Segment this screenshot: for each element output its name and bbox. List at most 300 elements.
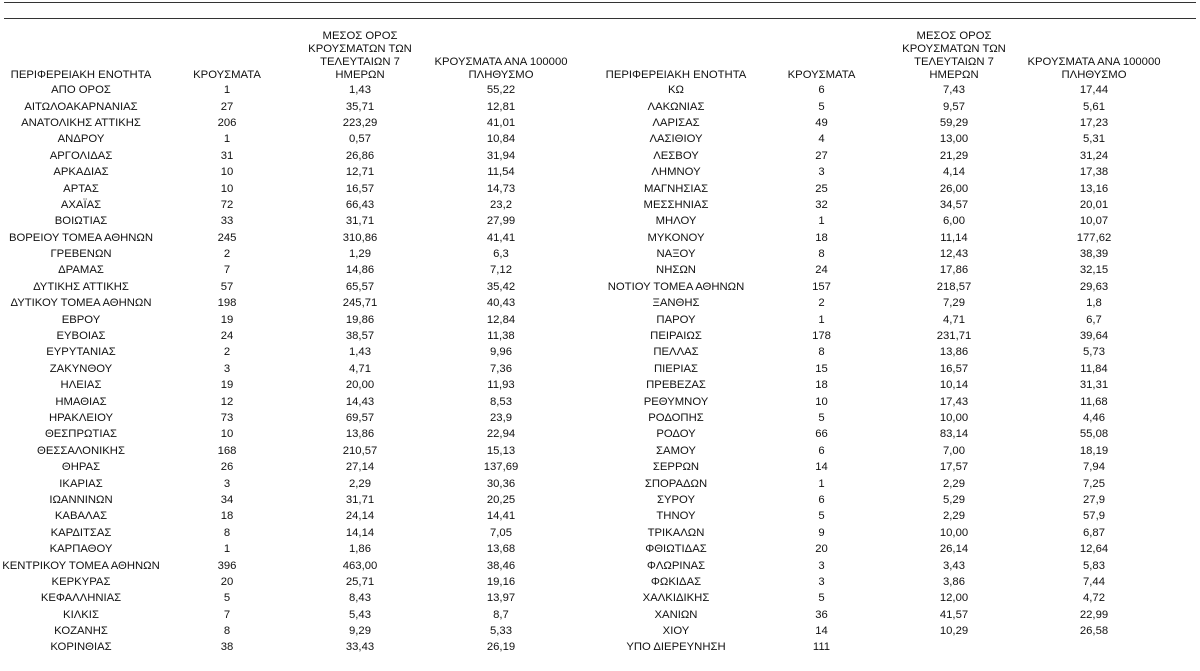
table-row [2,344,576,360]
cell-per100k: 15,13 [486,444,516,457]
cell-avg7: 5,43 [349,608,371,621]
cell-avg7: 0,57 [349,133,371,146]
table-row [598,262,1169,278]
table-row [2,475,576,491]
cell-per100k: 20,25 [486,493,516,506]
cell-avg7: 7,29 [943,297,965,310]
cell-region: ΗΛΕΙΑΣ [60,379,102,392]
table-row [598,148,1169,164]
table-row [2,557,576,573]
table-row [598,98,1169,114]
cell-per100k: 17,44 [1079,84,1109,97]
cell-avg7: 2,29 [943,510,965,523]
cell-cases: 5 [818,412,825,424]
table-row [598,115,1169,131]
cell-avg7: 65,57 [345,280,375,293]
table-row [2,443,576,459]
cell-per100k: 137,69 [483,461,519,474]
cell-avg7: 26,14 [939,543,969,556]
cell-cases: 3 [818,559,825,572]
table-row [2,492,576,508]
cell-per100k: 5,83 [1083,559,1105,572]
cell-region: ΙΚΑΡΙΑΣ [59,477,103,490]
cell-per100k: 11,93 [487,379,515,392]
table-row [598,623,1169,639]
cell-cases: 18 [815,379,828,392]
table-row [2,590,576,606]
cell-cases: 72 [220,198,234,211]
cell-avg7: 9,29 [349,625,371,638]
cell-region: ΚΟΡΙΝΘΙΑΣ [50,641,112,654]
cell-avg7: 14,43 [345,395,375,408]
table-row [2,410,576,426]
cell-cases: 6 [818,493,825,506]
cell-cases: 12 [220,395,234,408]
cell-cases: 9 [818,526,825,539]
cell-per100k: 17,38 [1079,166,1109,179]
cell-cases: 3 [818,166,825,179]
cell-cases: 111 [812,641,831,654]
table-row [2,377,576,393]
table-row [2,525,576,541]
col-header-region: ΠΕΡΙΦΕΡΕΙΑΚΗ ΕΝΟΤΗΤΑ [10,69,152,81]
cell-cases: 49 [815,116,828,129]
table-row [598,311,1169,327]
cell-region: ΜΕΣΣΗΝΙΑΣ [643,198,709,211]
table-body-right [598,82,1169,656]
cell-per100k: 22,99 [1079,608,1109,621]
table-row [598,393,1169,409]
table-row [2,164,576,180]
cell-avg7: 26,00 [939,182,969,195]
cell-avg7: 1,86 [349,543,371,556]
cell-cases: 1 [223,543,231,556]
cell-cases: 31 [220,149,234,162]
cell-per100k: 13,97 [486,592,516,605]
cell-region: ΦΩΚΙΔΑΣ [650,575,702,588]
cell-region: ΚΑΡΔΙΤΣΑΣ [50,526,112,539]
cell-region: ΔΥΤΙΚΟΥ ΤΟΜΕΑ ΑΘΗΝΩΝ [10,297,152,310]
cell-per100k: 13,16 [1079,182,1109,195]
cell-cases: 1 [818,313,825,326]
col-header-cases: ΚΡΟΥΣΜΑΤΑ [193,69,261,81]
table-row [598,213,1169,229]
cell-region: ΠΑΡΟΥ [656,313,696,326]
cell-cases: 10 [220,166,234,179]
cell-per100k: 27,9 [1083,493,1105,506]
cell-cases: 38 [220,641,234,654]
cell-avg7: 27,14 [345,461,375,474]
table-row [598,246,1169,262]
cell-region: ΕΒΡΟΥ [61,313,101,326]
cell-region: ΛΑΣΙΘΙΟΥ [649,133,703,146]
cell-region: ΚΕΦΑΛΛΗΝΙΑΣ [40,592,122,605]
cell-avg7: 310,86 [342,231,378,244]
cell-per100k: 1,8 [1086,297,1102,310]
cell-cases: 2 [223,346,231,359]
table-row [2,230,576,246]
cell-avg7: 10,00 [939,526,969,539]
cell-avg7: 20,00 [345,379,375,392]
cell-region: ΖΑΚΥΝΘΟΥ [49,362,113,375]
cases-table-right [598,30,1169,656]
cell-cases: 24 [815,264,828,277]
cell-region: ΜΗΛΟΥ [655,215,697,228]
table-row [598,557,1169,573]
cell-cases: 10 [815,395,828,408]
cell-per100k: 55,22 [486,84,516,97]
cell-per100k: 32,15 [1079,264,1109,277]
cell-region: ΣΕΡΡΩΝ [652,461,700,474]
table-row [598,607,1169,623]
table-row [598,344,1169,360]
cell-per100k: 5,73 [1083,346,1105,359]
cell-cases: 5 [818,592,825,605]
cell-avg7: 13,00 [939,133,969,146]
cell-cases: 36 [815,608,828,621]
cell-avg7: 16,57 [345,182,375,195]
cell-cases: 15 [815,362,828,375]
cell-region: ΒΟΡΕΙΟΥ ΤΟΜΕΑ ΑΘΗΝΩΝ [8,231,154,244]
cell-cases: 206 [217,116,237,129]
cell-region: ΙΩΑΝΝΙΝΩΝ [49,493,113,506]
cell-per100k: 31,24 [1079,149,1109,162]
cell-cases: 19 [220,313,234,326]
table-row [2,328,576,344]
cell-region: ΚΟΖΑΝΗΣ [54,625,108,638]
cell-avg7: 66,43 [345,198,375,211]
cell-per100k: 31,94 [486,149,516,162]
table-row [598,426,1169,442]
cell-avg7: 17,57 [939,461,969,474]
cell-cases: 73 [220,412,234,424]
table-row [2,426,576,442]
col-header-per100k: ΚΡΟΥΣΜΑΤΑ ΑΝΑ 100000 ΠΛΗΘΥΣΜΟ [434,56,568,81]
cell-per100k: 23,9 [490,412,512,424]
cell-per100k: 7,05 [490,526,512,539]
cell-avg7: 8,43 [349,592,371,605]
cell-region: ΑΠΟ ΟΡΟΣ [51,84,111,97]
cell-cases: 1 [223,133,231,146]
cell-avg7: 11,14 [940,231,968,244]
cell-region: ΒΟΙΩΤΙΑΣ [54,215,108,228]
cell-region: ΑΡΚΑΔΙΑΣ [53,166,109,179]
cell-cases: 32 [815,198,828,211]
cell-per100k: 7,44 [1083,575,1105,588]
cell-cases: 1 [223,84,231,97]
cell-avg7: 4,14 [943,166,965,179]
cell-avg7: 12,43 [939,248,969,261]
cell-region: ΤΡΙΚΑΛΩΝ [647,526,705,539]
cell-cases: 396 [217,559,237,572]
table-row [598,492,1169,508]
cell-per100k: 31,31 [1079,379,1109,392]
table-row [598,525,1169,541]
cell-cases: 3 [223,362,231,375]
cell-region: ΛΕΣΒΟΥ [653,149,699,162]
cell-region: ΛΑΡΙΣΑΣ [652,116,700,129]
cell-avg7: 10,14 [939,379,969,392]
cell-cases: 34 [220,493,234,506]
cell-avg7: 24,14 [345,510,375,523]
cell-per100k: 41,41 [486,231,516,244]
cell-region: ΧΑΝΙΩΝ [654,608,698,621]
table-row [2,623,576,639]
cell-avg7: 83,14 [939,428,969,441]
cell-region: ΦΘΙΩΤΙΔΑΣ [645,543,707,556]
table-row [2,361,576,377]
table-row [2,607,576,623]
cell-per100k: 17,23 [1079,116,1109,129]
cell-region: ΜΥΚΟΝΟΥ [647,231,705,244]
cell-region: ΧΑΛΚΙΔΙΚΗΣ [642,592,710,605]
cell-avg7: 31,71 [345,215,375,228]
cell-per100k: 11,68 [1080,395,1108,408]
cases-table-left [2,30,576,656]
table-row [2,541,576,557]
cell-region: ΘΗΡΑΣ [61,461,101,474]
cell-per100k: 55,08 [1079,428,1109,441]
cell-cases: 4 [818,133,825,146]
cell-per100k: 13,68 [486,543,516,556]
cell-avg7: 2,29 [943,477,965,490]
table-row [598,131,1169,147]
cell-avg7: 245,71 [342,297,378,310]
cell-region: ΝΟΤΙΟΥ ΤΟΜΕΑ ΑΘΗΝΩΝ [607,280,745,293]
cell-avg7: 231,71 [936,330,972,343]
cell-per100k: 10,07 [1079,215,1109,228]
table-row [2,115,576,131]
cell-region: ΠΡΕΒΕΖΑΣ [646,379,706,392]
cell-cases: 1 [818,477,825,490]
cell-region: ΔΡΑΜΑΣ [58,264,104,277]
cell-region: ΡΟΔΟΥ [656,428,696,441]
table-row [2,279,576,295]
cell-region: ΜΑΓΝΗΣΙΑΣ [643,182,709,195]
cell-avg7: 13,86 [345,428,375,441]
cell-per100k: 5,33 [490,625,512,638]
cell-avg7: 1,29 [349,248,371,261]
cell-region: ΣΠΟΡΑΔΩΝ [644,477,708,490]
cell-cases: 18 [815,231,828,244]
cell-cases: 20 [220,575,234,588]
cell-avg7: 7,00 [943,444,965,457]
cell-region: ΡΟΔΟΠΗΣ [648,412,704,424]
table-row [598,541,1169,557]
cell-avg7: 210,57 [342,444,378,457]
cell-region: ΠΕΛΛΑΣ [653,346,699,359]
table-row [2,459,576,475]
cell-avg7: 3,86 [943,575,965,588]
cell-per100k: 26,19 [486,641,516,654]
cell-per100k: 11,54 [487,166,515,179]
cell-region: ΞΑΝΘΗΣ [652,297,700,310]
cell-region: ΚΑΒΑΛΑΣ [54,510,108,523]
cell-per100k: 30,36 [486,477,516,490]
cell-region: ΚΙΛΚΙΣ [63,608,99,621]
table-row [598,377,1169,393]
cell-avg7: 10,29 [939,625,969,638]
cell-avg7: 25,71 [345,575,375,588]
top-rule [4,2,1196,3]
cell-per100k: 6,87 [1083,526,1105,539]
cell-per100k: 11,84 [1080,362,1108,375]
cell-cases: 7 [223,608,231,621]
cell-cases: 168 [217,444,237,457]
cell-per100k: 5,31 [1083,133,1105,146]
cell-avg7: 17,43 [939,395,969,408]
cell-per100k: 12,84 [486,313,516,326]
cell-region: ΧΙΟΥ [662,625,690,638]
cell-avg7: 9,57 [943,100,965,113]
cell-region: ΕΥΒΟΙΑΣ [56,330,106,343]
cell-cases: 66 [815,428,828,441]
cell-avg7: 26,86 [345,149,375,162]
cell-avg7: 12,00 [939,592,969,605]
col-header-cases: ΚΡΟΥΣΜΑΤΑ [787,69,856,81]
cell-cases: 10 [220,428,234,441]
cell-per100k: 4,72 [1083,592,1105,605]
cell-region: ΑΙΤΩΛΟΑΚΑΡΝΑΝΙΑΣ [24,100,138,113]
cell-avg7: 17,86 [939,264,969,277]
cell-region: ΦΛΩΡΙΝΑΣ [646,559,706,572]
cell-avg7: 4,71 [349,362,371,375]
table-row [598,164,1169,180]
cell-avg7: 2,29 [349,477,371,490]
cell-avg7: 16,57 [939,362,969,375]
cell-region: ΤΗΝΟΥ [656,510,696,523]
cell-avg7: 6,00 [943,215,965,228]
cell-per100k: 35,42 [486,280,516,293]
cell-per100k: 177,62 [1076,231,1112,244]
cell-avg7: 14,14 [345,526,375,539]
cell-cases: 7 [223,264,231,277]
cell-cases: 10 [220,182,234,195]
cell-per100k: 14,73 [486,182,516,195]
cell-per100k: 6,3 [493,248,509,261]
table-row [2,98,576,114]
table-row [2,197,576,213]
cell-region: ΑΡΤΑΣ [63,182,99,195]
cell-per100k: 26,58 [1079,625,1109,638]
cell-cases: 14 [815,625,828,638]
table-row [2,213,576,229]
table-row [598,230,1169,246]
table-row [2,574,576,590]
cell-region: ΚΩ [668,84,684,97]
cell-cases: 20 [815,543,828,556]
header-rule [4,18,1196,19]
cell-per100k: 29,63 [1079,280,1109,293]
cell-per100k: 12,64 [1079,543,1109,556]
cell-avg7: 21,29 [939,149,969,162]
cell-per100k: 10,84 [486,133,516,146]
cell-avg7: 69,57 [345,412,375,424]
cell-region: ΗΜΑΘΙΑΣ [55,395,107,408]
table-row [598,410,1169,426]
cell-cases: 19 [220,379,234,392]
table-row [2,311,576,327]
table-row [598,459,1169,475]
cell-region: ΝΗΣΩΝ [656,264,696,277]
cell-cases: 245 [217,231,237,244]
cell-avg7: 14,86 [345,264,375,277]
cell-cases: 178 [812,330,831,343]
cell-region: ΑΡΓΟΛΙΔΑΣ [49,149,113,162]
table-row [598,639,1169,655]
cell-cases: 2 [223,248,231,261]
cell-per100k: 8,7 [493,608,509,621]
cell-region: ΚΕΡΚΥΡΑΣ [51,575,111,588]
cell-avg7: 10,00 [939,412,969,424]
cell-cases: 33 [220,215,234,228]
cell-cases: 5 [223,592,231,605]
table-row [598,475,1169,491]
cell-cases: 8 [223,625,231,638]
cell-per100k: 8,53 [490,395,512,408]
cell-avg7: 41,57 [939,608,969,621]
table-row [598,197,1169,213]
cell-per100k: 5,61 [1083,100,1105,113]
cell-per100k: 39,64 [1079,330,1109,343]
cell-region: ΔΥΤΙΚΗΣ ΑΤΤΙΚΗΣ [33,280,129,293]
table-row [2,262,576,278]
cell-cases: 6 [818,84,825,97]
cell-avg7 [889,639,1019,655]
cell-per100k: 38,39 [1079,248,1109,261]
cell-avg7: 7,43 [943,84,965,97]
table-row [598,279,1169,295]
cell-region: ΣΑΜΟΥ [656,444,696,457]
cell-region: ΠΕΙΡΑΙΩΣ [650,330,702,343]
cell-avg7: 223,29 [342,116,378,129]
cell-cases: 27 [815,149,828,162]
cell-cases: 8 [818,346,825,359]
header-row [2,30,576,82]
table-row [2,295,576,311]
cell-cases: 26 [220,461,234,474]
table-row [2,246,576,262]
cell-cases: 25 [815,182,828,195]
cell-cases: 8 [818,248,825,261]
table-row [2,82,576,98]
col-header-avg7: ΜΕΣΟΣ ΟΡΟΣ ΚΡΟΥΣΜΑΤΩΝ ΤΩΝ ΤΕΛΕΥΤΑΙΩΝ 7 ΗΜΕΡΩΝ [902,30,1006,81]
cell-region: ΑΝΑΤΟΛΙΚΗΣ ΑΤΤΙΚΗΣ [21,116,141,129]
table-row [598,295,1169,311]
table-row [2,508,576,524]
cell-avg7: 4,71 [943,313,965,326]
col-header-per100k: ΚΡΟΥΣΜΑΤΑ ΑΝΑ 100000 ΠΛΗΘΥΣΜΟ [1027,56,1161,81]
cell-cases: 8 [223,526,231,539]
cell-region: ΛΗΜΝΟΥ [651,166,701,179]
cell-avg7: 34,57 [939,198,969,211]
cell-cases: 27 [220,100,234,113]
table-row [2,639,576,655]
cell-region: ΘΕΣΣΑΛΟΝΙΚΗΣ [37,444,125,457]
cell-per100k: 18,19 [1079,444,1109,457]
col-header-region: ΠΕΡΙΦΕΡΕΙΑΚΗ ΕΝΟΤΗΤΑ [605,69,747,81]
cell-region: ΓΡΕΒΕΝΩΝ [50,248,112,261]
cell-per100k: 20,01 [1079,198,1109,211]
cell-cases: 198 [217,297,237,310]
cell-per100k: 57,9 [1083,510,1105,523]
col-header-avg7: ΜΕΣΟΣ ΟΡΟΣ ΚΡΟΥΣΜΑΤΩΝ ΤΩΝ ΤΕΛΕΥΤΑΙΩΝ 7 ΗΜΕΡΩΝ [308,30,412,81]
cell-cases: 57 [220,280,234,293]
cell-per100k: 23,2 [490,198,512,211]
cell-region: ΡΕΘΥΜΝΟΥ [643,395,709,408]
cell-avg7: 38,57 [345,330,375,343]
cell-avg7: 33,43 [345,641,375,654]
